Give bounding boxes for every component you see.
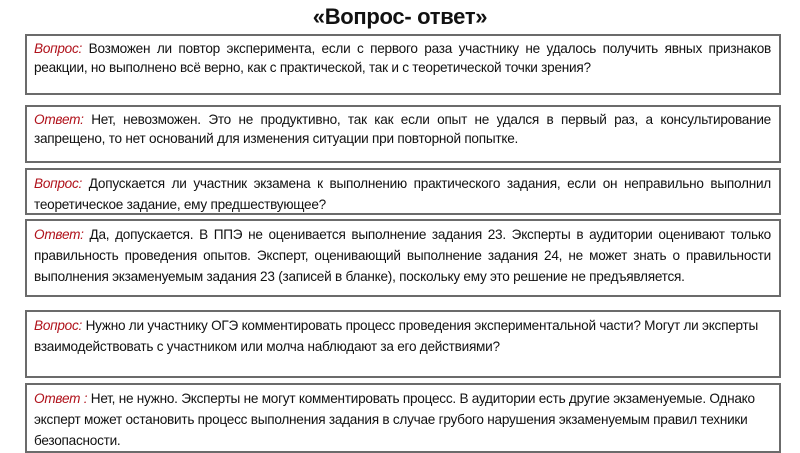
question-label: Вопрос:	[34, 318, 83, 333]
answer-label: Ответ:	[34, 227, 84, 242]
question-box-2	[25, 168, 781, 215]
answer-label: Ответ :	[34, 391, 88, 406]
question-label: Вопрос:	[34, 41, 83, 56]
question-box-3	[25, 310, 781, 378]
question-box-1	[25, 34, 781, 95]
answer-label: Ответ:	[34, 112, 84, 127]
answer-box-3	[25, 383, 781, 453]
answer-text: Нет, невозможен. Это не продуктивно, так как если опыт не удался в первый раз, а консультирование запрещено, то нет оснований для изменения ситуации при повторной попытке.	[34, 112, 771, 146]
question-text: Нужно ли участнику ОГЭ комментировать процесс проведения экспериментальной части? Могут ли эксперты взаимодействовать с участником или молча наблюдают за его действиями?	[34, 318, 759, 354]
slide-title: «Вопрос- ответ»	[312, 4, 488, 29]
question-text: Допускается ли участник экзамена к выполнению практического задания, если он неправильно выполнил теоретическое задание, ему предшествующее?	[34, 176, 771, 212]
answer-box-2	[25, 219, 781, 297]
answer-text: Да, допускается. В ППЭ не оценивается выполнение задания 23. Эксперты в аудитории оценивают только правильность проведения опытов. Эксперт, оценивающий выполнение задания 24, не может знать о правильности выполнения экзаменуемым задания 23 (записей в бланке), поскольку ему это решение не предъявляется.	[34, 227, 771, 284]
question-text: Возможен ли повтор эксперимента, если с первого раза участнику не удалось получить явных признаков реакции, но выполнено всё верно, как с практической, так и с теоретической точки зрения?	[34, 41, 771, 75]
answer-box-1	[25, 105, 781, 163]
question-label: Вопрос:	[34, 176, 83, 191]
answer-text: Нет, не нужно. Эксперты не могут комментировать процесс. В аудитории есть другие экзаменуемые. Однако эксперт может остановить процесс выполнения задания в случае грубого нарушения экзаменуемым правил техники безопасности.	[34, 391, 755, 448]
